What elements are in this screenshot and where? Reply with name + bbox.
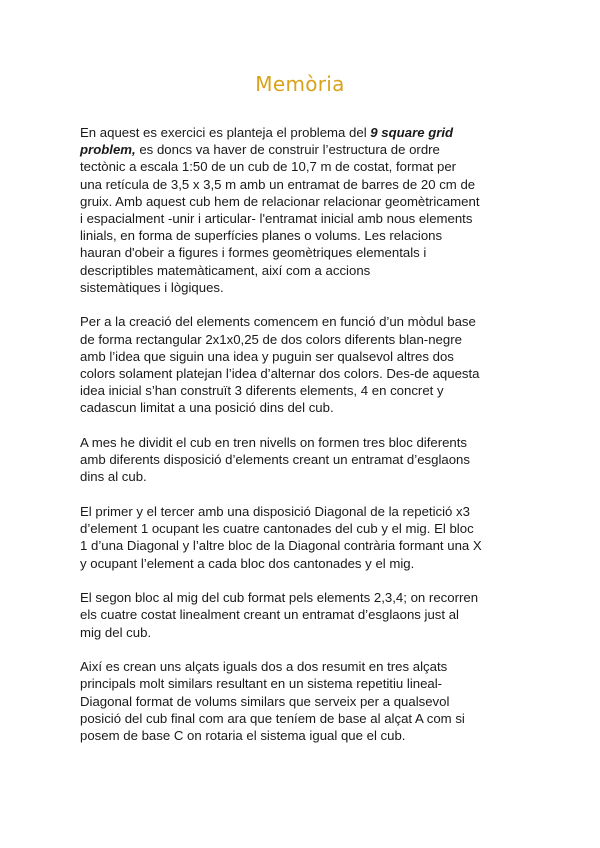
text-line: descriptibles matemàticament, així com a accions — [80, 262, 371, 278]
text-line: Per a la creació del elements comencem en funció d’un mòdul base — [80, 314, 476, 330]
page-title: Memòria — [255, 72, 345, 96]
text-line: una retícula de 3,5 x 3,5 m amb un entramat de barres de 20 cm de — [80, 176, 476, 192]
paragraph-diagonal — [80, 503, 532, 572]
text-line: tectònic a escala 1:50 de un cub de 10,7 m de costat, format per — [80, 159, 457, 175]
text-line: els cuatre costat linealment creant un entramat d’esglaons just al — [80, 607, 459, 623]
text-line: cadascun limitat a una posició dins del cub. — [80, 400, 334, 416]
text-line: mig del cub. — [80, 624, 152, 640]
text-line: y ocupant l’element a cada bloc dos cantonades y el mig. — [80, 555, 415, 571]
text-line: de forma rectangular 2x1x0,25 de dos colors diferents blan-negre — [80, 331, 462, 347]
text-line: Així es crean uns alçats iguals dos a dos resumit en tres alçats — [80, 659, 448, 675]
text-line: linials, en forma de superfícies planes o volums. Les relacions — [80, 228, 443, 244]
text-line: idea inicial s’han construït 3 diferents elements, 4 en concret y — [80, 383, 444, 399]
text-line: El primer y el tercer amb una disposició Diagonal de la repetició x3 — [80, 504, 470, 520]
text-line — [80, 141, 532, 158]
text-line: amb diferents disposició d’elements creant un entramat d’esglaons — [80, 452, 470, 468]
text-line: sistemàtiques i lògiques. — [80, 279, 224, 295]
text-line: colors solament platejan l’idea d’alternar dos colors. Des-de aquesta — [80, 366, 480, 382]
text-line: principals molt similars resultant en un sistema repetitiu lineal- — [80, 676, 443, 692]
text-line: 1 d’una Diagonal y l’altre bloc de la Diagonal contrària formant una X — [80, 538, 482, 554]
text-line: Diagonal format de volums similars que serveix per a qualsevol — [80, 693, 450, 709]
text-line: amb l’idea que siguin una idea y puguin ser qualsevol altres dos — [80, 348, 454, 364]
text-line: posició del cub final com ara que teníem de base al alçat A com si — [80, 710, 465, 726]
text-line: gruix. Amb aquest cub hem de relacionar relacionar geomètricament — [80, 193, 480, 209]
emphasis-term: 9 square grid — [370, 125, 454, 140]
text-line: posem de base C on rotaria el sistema igual que el cub. — [80, 728, 406, 744]
paragraph-elements — [80, 313, 532, 416]
text-line: i espacialment -unir i articular- l'entramat inicial amb nous elements — [80, 211, 473, 227]
paragraph-intro — [80, 124, 532, 296]
text-line: El segon bloc al mig del cub format pels elements 2,3,4; on recorren — [80, 590, 479, 606]
document-body — [80, 124, 532, 762]
paragraph-elevations — [80, 658, 532, 744]
text-line: d’element 1 ocupant les cuatre cantonades del cub y el mig. El bloc — [80, 521, 474, 537]
text-run: es doncs va haver de construir l’estructura de ordre — [135, 142, 440, 158]
text-line: dins al cub. — [80, 469, 147, 485]
text-run: En aquest es exercici es planteja el problema del — [80, 125, 371, 140]
text-line: A mes he dividit el cub en tren nivells on formen tres bloc diferents — [80, 435, 468, 451]
paragraph-levels — [80, 434, 532, 486]
text-line: hauran d'obeir a figures i formes geomètriques elementals i — [80, 245, 427, 261]
paragraph-middle-block — [80, 589, 532, 641]
emphasis-term: problem, — [80, 142, 136, 158]
text-line — [80, 124, 532, 141]
